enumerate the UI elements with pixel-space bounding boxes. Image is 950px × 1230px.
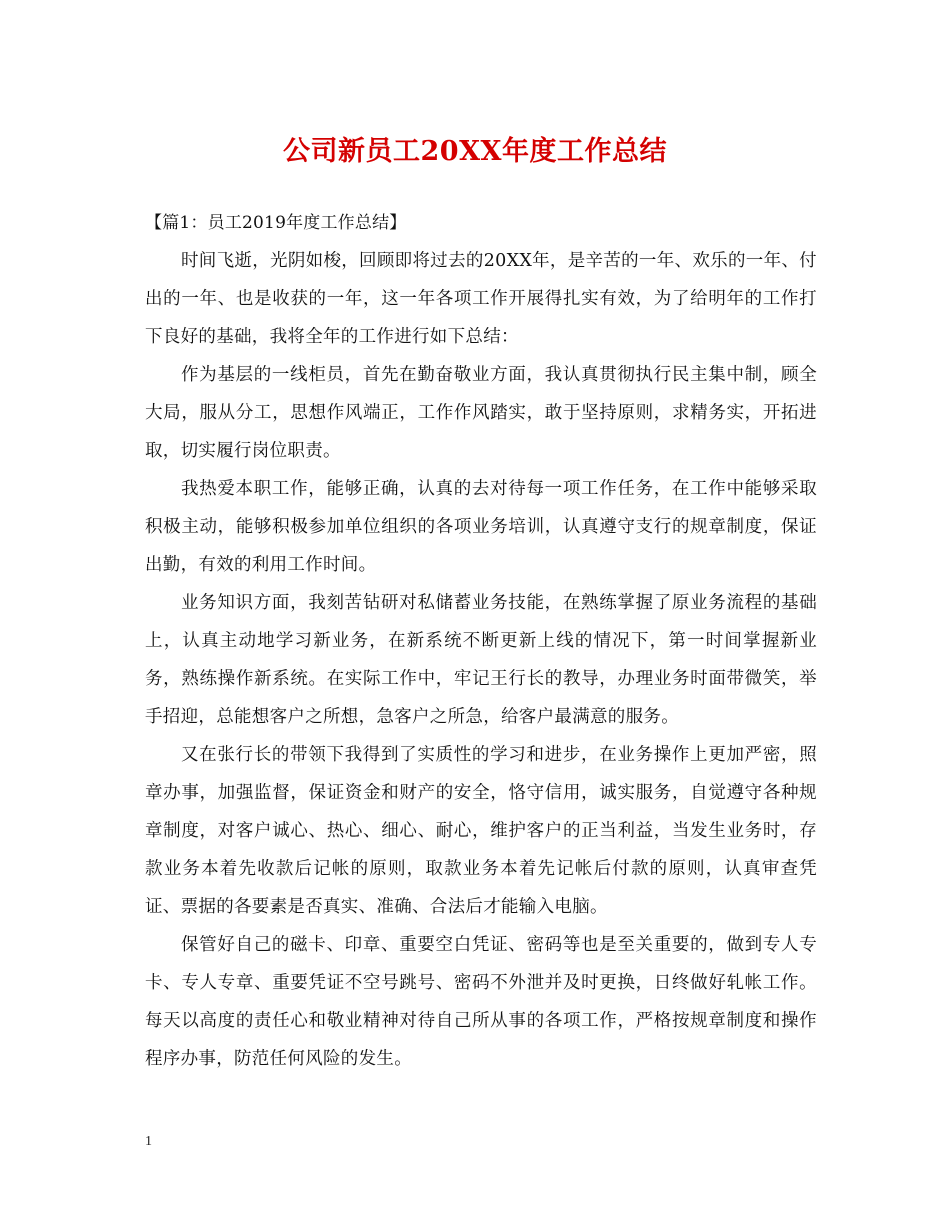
document-body (145, 204, 817, 1078)
paragraph-5: 又在张行长的带领下我得到了实质性的学习和进步，在业务操作上更加严密，照章办事，加强监督，保证资金和财产的安全，恪守信用，诚实服务，自觉遵守各种规章制度，对客户诚心、热心、细心、耐心，维护客户的正当利益，当发生业务时，存款业务本着先收款后记帐的原则，取款业务本着先记帐后付款的原则，认真审查凭证、票据的各要素是否真实、准确、合法后才能输入电脑。 (145, 745, 817, 917)
paragraph-1: 时间飞逝，光阴如梭，回顾即将过去的20XX年，是辛苦的一年、欢乐的一年、付出的一年、也是收获的一年，这一年各项工作开展得扎实有效，为了给明年的工作打下良好的基础，我将全年的工作进行如下总结： (145, 251, 817, 347)
paragraph-2: 作为基层的一线柜员，首先在勤奋敬业方面，我认真贯彻执行民主集中制，顾全大局，服从分工，思想作风端正，工作作风踏实，敢于坚持原则，求精务实，开拓进取，切实履行岗位职责。 (145, 365, 817, 461)
section-heading: 【篇1：员工2019年度工作总结】 (145, 213, 407, 233)
document-title: 公司新员工20XX年度工作总结 (283, 136, 667, 167)
page-number: 1 (145, 1134, 152, 1149)
paragraph-6: 保管好自己的磁卡、印章、重要空白凭证、密码等也是至关重要的，做到专人专卡、专人专章、重要凭证不空号跳号、密码不外泄并及时更换，日终做好轧帐工作。每天以高度的责任心和敬业精神对待自己所从事的各项工作，严格按规章制度和操作程序办事，防范任何风险的发生。 (145, 935, 817, 1069)
paragraph-3: 我热爱本职工作，能够正确，认真的去对待每一项工作任务，在工作中能够采取积极主动，能够积极参加单位组织的各项业务培训，认真遵守支行的规章制度，保证出勤，有效的利用工作时间。 (145, 479, 817, 575)
paragraph-4: 业务知识方面，我刻苦钻研对私储蓄业务技能，在熟练掌握了原业务流程的基础上，认真主动地学习新业务，在新系统不断更新上线的情况下，第一时间掌握新业务，熟练操作新系统。在实际工作中，牢记王行长的教导，办理业务时面带微笑，举手招迎，总能想客户之所想，急客户之所急，给客户最满意的服务。 (145, 593, 817, 727)
